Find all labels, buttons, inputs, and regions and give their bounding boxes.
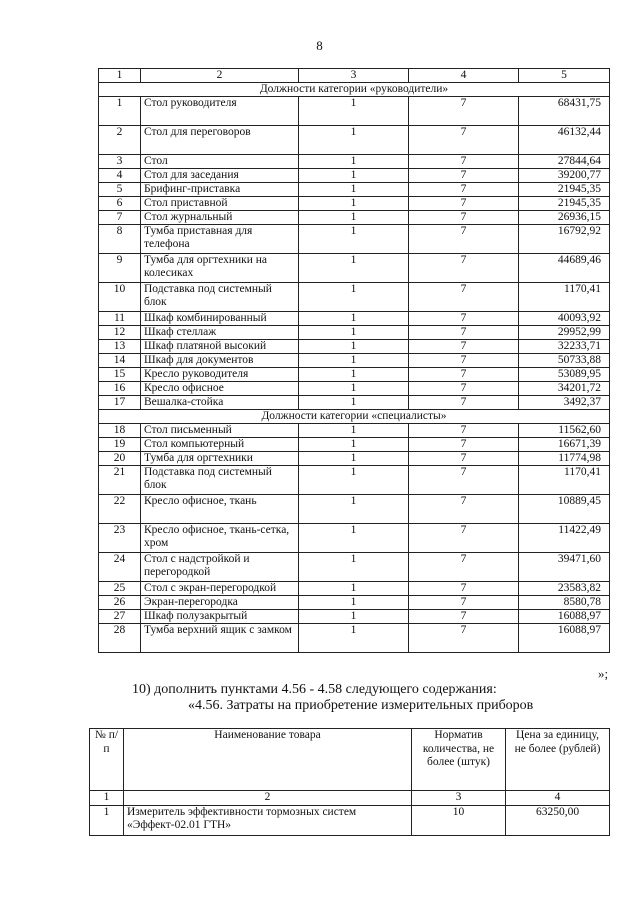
item-name: Стол письменный (141, 424, 299, 438)
item-price: 16088,97 (519, 624, 610, 653)
table-row (99, 596, 610, 610)
item-price: 63250,00 (506, 805, 610, 835)
row-number: 15 (99, 368, 141, 382)
closing-quote-mark: »; (598, 666, 609, 681)
row-number: 25 (99, 582, 141, 596)
item-name: Тумба для оргтехники на колесиках (141, 254, 299, 283)
item-name: Стол руководителя (141, 97, 299, 126)
table-row (99, 624, 610, 653)
item-norm-years: 7 (409, 438, 519, 452)
item-quantity: 1 (299, 438, 409, 452)
table-row (99, 211, 610, 225)
table-row (99, 466, 610, 495)
item-quantity: 1 (299, 553, 409, 582)
column-number: 3 (412, 791, 506, 806)
item-price: 10889,45 (519, 495, 610, 524)
item-name: Стол для переговоров (141, 126, 299, 155)
row-number: 26 (99, 596, 141, 610)
item-price: 21945,35 (519, 183, 610, 197)
table-row (99, 312, 610, 326)
furniture-norms-table (98, 68, 610, 653)
row-number: 2 (99, 126, 141, 155)
item-norm-years: 7 (409, 396, 519, 410)
item-quantity: 1 (299, 326, 409, 340)
table-row (99, 610, 610, 624)
item-quantity: 1 (299, 466, 409, 495)
table-row (99, 197, 610, 211)
section-header-row (99, 410, 610, 424)
amendment-paragraph: 10) дополнить пунктами 4.56 - 4.58 следующего содержания: (132, 682, 497, 697)
item-quantity: 1 (299, 495, 409, 524)
item-price: 16088,97 (519, 610, 610, 624)
row-number: 10 (99, 283, 141, 312)
item-price: 46132,44 (519, 126, 610, 155)
item-price: 11774,98 (519, 452, 610, 466)
column-number: 4 (506, 791, 610, 806)
item-quantity: 1 (299, 624, 409, 653)
item-name: Шкаф стеллаж (141, 326, 299, 340)
column-number-row (99, 69, 610, 83)
item-norm-years: 7 (409, 596, 519, 610)
item-quantity: 1 (299, 524, 409, 553)
row-number: 4 (99, 169, 141, 183)
item-norm-years: 7 (409, 466, 519, 495)
item-quantity: 1 (299, 312, 409, 326)
item-price: 27844,64 (519, 155, 610, 169)
section-title: Должности категории «руководители» (99, 83, 610, 97)
item-quantity: 1 (299, 382, 409, 396)
item-quantity: 1 (299, 424, 409, 438)
item-name: Экран-перегородка (141, 596, 299, 610)
item-quantity: 1 (299, 155, 409, 169)
column-number: 2 (141, 69, 299, 83)
item-name: Стол для заседания (141, 169, 299, 183)
item-norm-years: 7 (409, 524, 519, 553)
header-cell-price: Цена за единицу, не более (рублей) (506, 729, 610, 791)
table-row (99, 169, 610, 183)
table-row (99, 524, 610, 553)
row-number: 12 (99, 326, 141, 340)
column-number: 3 (299, 69, 409, 83)
header-cell-quantity: Норматив количества, не более (штук) (412, 729, 506, 791)
item-price: 68431,75 (519, 97, 610, 126)
table-row (99, 424, 610, 438)
table-row (99, 326, 610, 340)
item-norm-years: 7 (409, 97, 519, 126)
item-quantity: 1 (299, 596, 409, 610)
row-number: 24 (99, 553, 141, 582)
item-name: Тумба верхний ящик с замком (141, 624, 299, 653)
header-row (90, 729, 610, 791)
item-price: 11422,49 (519, 524, 610, 553)
item-name: Шкаф для документов (141, 354, 299, 368)
item-norm-years: 7 (409, 382, 519, 396)
item-price: 50733,88 (519, 354, 610, 368)
item-norm-years: 7 (409, 424, 519, 438)
item-quantity: 1 (299, 368, 409, 382)
item-price: 11562,60 (519, 424, 610, 438)
table-row (99, 283, 610, 312)
item-name: Тумба приставная для телефона (141, 225, 299, 254)
item-norm-years: 7 (409, 354, 519, 368)
item-quantity: 1 (299, 197, 409, 211)
row-number: 7 (99, 211, 141, 225)
row-number: 19 (99, 438, 141, 452)
row-number: 6 (99, 197, 141, 211)
header-cell-number: № п/п (90, 729, 124, 791)
item-name: Стол компьютерный (141, 438, 299, 452)
item-quantity: 10 (412, 805, 506, 835)
item-name: Стол с экран-перегородкой (141, 582, 299, 596)
table-row (99, 452, 610, 466)
table-row (99, 225, 610, 254)
item-norm-years: 7 (409, 211, 519, 225)
item-price: 32233,71 (519, 340, 610, 354)
table-row (99, 382, 610, 396)
row-number: 8 (99, 225, 141, 254)
item-name: Брифинг-приставка (141, 183, 299, 197)
table-row (99, 155, 610, 169)
item-norm-years: 7 (409, 225, 519, 254)
item-price: 21945,35 (519, 197, 610, 211)
table-row (99, 340, 610, 354)
column-number: 2 (124, 791, 412, 806)
row-number: 18 (99, 424, 141, 438)
item-name: Измеритель эффективности тормозных систем «Эффект-02.01 ГТН» (124, 805, 412, 835)
row-number: 20 (99, 452, 141, 466)
item-price: 16671,39 (519, 438, 610, 452)
table-row (99, 183, 610, 197)
column-number: 5 (519, 69, 610, 83)
item-quantity: 1 (299, 283, 409, 312)
item-price: 16792,92 (519, 225, 610, 254)
section-title: Должности категории «специалисты» (99, 410, 610, 424)
column-number: 4 (409, 69, 519, 83)
table-row (99, 553, 610, 582)
item-name: Стол приставной (141, 197, 299, 211)
row-number: 3 (99, 155, 141, 169)
row-number: 14 (99, 354, 141, 368)
item-norm-years: 7 (409, 254, 519, 283)
column-number: 1 (99, 69, 141, 83)
item-quantity: 1 (299, 396, 409, 410)
row-number: 27 (99, 610, 141, 624)
item-norm-years: 7 (409, 553, 519, 582)
item-name: Кресло офисное (141, 382, 299, 396)
item-norm-years: 7 (409, 340, 519, 354)
item-norm-years: 7 (409, 283, 519, 312)
table-row (99, 438, 610, 452)
item-quantity: 1 (299, 211, 409, 225)
item-name: Стол журнальный (141, 211, 299, 225)
item-price: 34201,72 (519, 382, 610, 396)
column-number-row (90, 791, 610, 806)
row-number: 17 (99, 396, 141, 410)
item-norm-years: 7 (409, 326, 519, 340)
item-quantity: 1 (299, 126, 409, 155)
item-norm-years: 7 (409, 197, 519, 211)
table-row (90, 805, 610, 835)
item-price: 40093,92 (519, 312, 610, 326)
item-price: 26936,15 (519, 211, 610, 225)
row-number: 1 (90, 805, 124, 835)
item-norm-years: 7 (409, 126, 519, 155)
item-quantity: 1 (299, 582, 409, 596)
item-quantity: 1 (299, 169, 409, 183)
item-quantity: 1 (299, 254, 409, 283)
item-name: Кресло офисное, ткань-сетка, хром (141, 524, 299, 553)
item-quantity: 1 (299, 183, 409, 197)
table-row (99, 354, 610, 368)
item-quantity: 1 (299, 354, 409, 368)
section-heading-456: «4.56. Затраты на приобретение измерительных приборов (188, 698, 534, 713)
measuring-devices-table (89, 728, 610, 836)
item-price: 3492,37 (519, 396, 610, 410)
item-name: Кресло офисное, ткань (141, 495, 299, 524)
item-norm-years: 7 (409, 368, 519, 382)
row-number: 9 (99, 254, 141, 283)
item-name: Подставка под системный блок (141, 283, 299, 312)
item-norm-years: 7 (409, 155, 519, 169)
row-number: 11 (99, 312, 141, 326)
item-quantity: 1 (299, 452, 409, 466)
item-name: Тумба для оргтехники (141, 452, 299, 466)
item-price: 29952,99 (519, 326, 610, 340)
item-quantity: 1 (299, 610, 409, 624)
table-row (99, 368, 610, 382)
item-price: 44689,46 (519, 254, 610, 283)
row-number: 1 (99, 97, 141, 126)
table-row (99, 396, 610, 410)
item-price: 8580,78 (519, 596, 610, 610)
item-norm-years: 7 (409, 452, 519, 466)
item-price: 53089,95 (519, 368, 610, 382)
item-name: Вешалка-стойка (141, 396, 299, 410)
row-number: 23 (99, 524, 141, 553)
page-number: 8 (316, 38, 323, 53)
item-price: 39200,77 (519, 169, 610, 183)
table-row (99, 495, 610, 524)
row-number: 22 (99, 495, 141, 524)
table-row (99, 254, 610, 283)
item-norm-years: 7 (409, 183, 519, 197)
item-name: Стол с надстройкой и перегородкой (141, 553, 299, 582)
item-name: Кресло руководителя (141, 368, 299, 382)
item-name: Шкаф комбинированный (141, 312, 299, 326)
item-price: 23583,82 (519, 582, 610, 596)
table-row (99, 126, 610, 155)
table-row (99, 582, 610, 596)
item-quantity: 1 (299, 340, 409, 354)
section-header-row (99, 83, 610, 97)
item-name: Подставка под системный блок (141, 466, 299, 495)
item-price: 1170,41 (519, 466, 610, 495)
item-name: Шкаф полузакрытый (141, 610, 299, 624)
item-name: Стол (141, 155, 299, 169)
item-price: 39471,60 (519, 553, 610, 582)
item-quantity: 1 (299, 225, 409, 254)
column-number: 1 (90, 791, 124, 806)
table-row (99, 97, 610, 126)
item-norm-years: 7 (409, 169, 519, 183)
item-norm-years: 7 (409, 495, 519, 524)
item-norm-years: 7 (409, 624, 519, 653)
item-norm-years: 7 (409, 312, 519, 326)
item-quantity: 1 (299, 97, 409, 126)
row-number: 16 (99, 382, 141, 396)
item-name: Шкаф платяной высокий (141, 340, 299, 354)
item-norm-years: 7 (409, 582, 519, 596)
item-price: 1170,41 (519, 283, 610, 312)
row-number: 21 (99, 466, 141, 495)
row-number: 13 (99, 340, 141, 354)
row-number: 28 (99, 624, 141, 653)
header-cell-name: Наименование товара (124, 729, 412, 791)
item-norm-years: 7 (409, 610, 519, 624)
row-number: 5 (99, 183, 141, 197)
